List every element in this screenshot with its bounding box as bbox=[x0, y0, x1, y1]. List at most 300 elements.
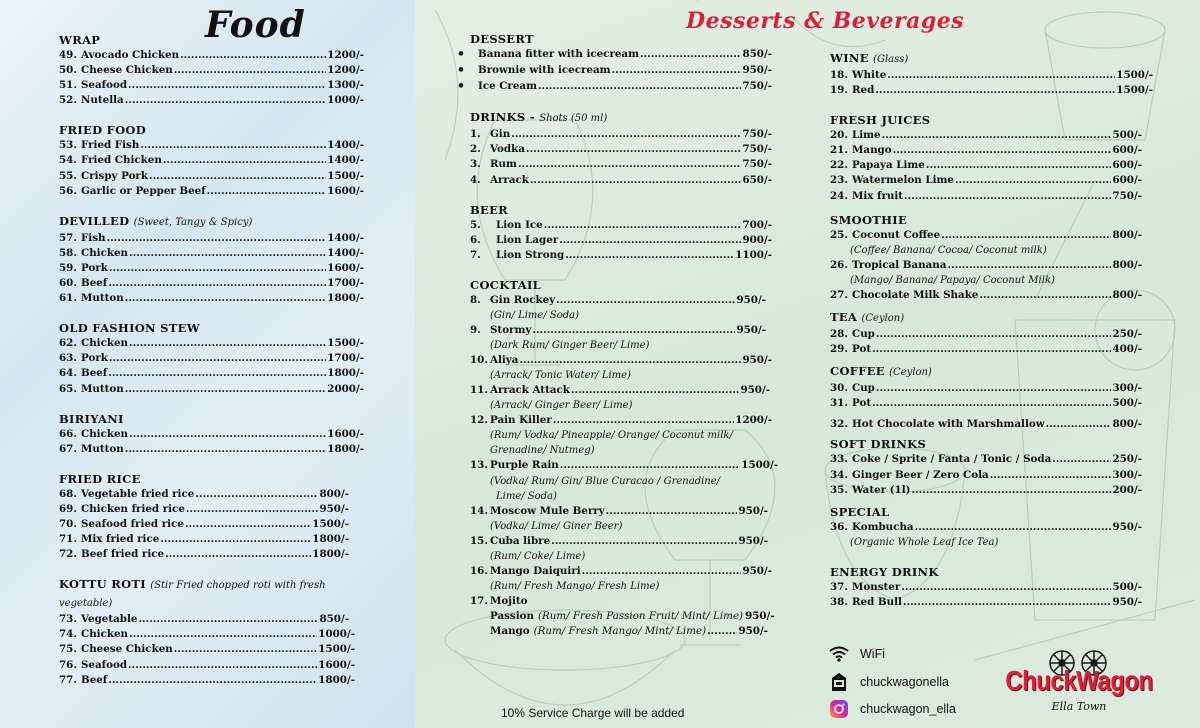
item-price: 950/- bbox=[745, 609, 775, 622]
item-number: 77. bbox=[59, 673, 77, 686]
item-price: 1500/- bbox=[1116, 84, 1153, 97]
item-price: 1700/- bbox=[327, 352, 364, 365]
item-number: 72. bbox=[59, 548, 77, 561]
item-number: 30. bbox=[830, 382, 848, 395]
item-price: 300/- bbox=[1112, 468, 1142, 481]
dot-leader bbox=[612, 63, 742, 78]
item-price: 2000/- bbox=[327, 382, 364, 395]
menu-item bbox=[59, 231, 364, 246]
item-number: 14. bbox=[470, 504, 488, 517]
item-name: Gin bbox=[490, 128, 511, 141]
item-name: Lime bbox=[852, 129, 881, 142]
item-price: 850/- bbox=[742, 48, 772, 60]
dot-leader bbox=[887, 68, 1115, 83]
item-number: 18. bbox=[830, 69, 848, 81]
menu-item bbox=[59, 547, 349, 562]
item-price: 1400/- bbox=[327, 246, 364, 259]
item-name: Seafood bbox=[81, 79, 128, 92]
item-price: 1800/- bbox=[327, 442, 364, 455]
item-price: 500/- bbox=[1112, 397, 1142, 410]
item-name: Mango bbox=[852, 144, 892, 157]
menu-item bbox=[830, 468, 1142, 483]
logo-tagline: Ella Town bbox=[1051, 700, 1107, 713]
item-price: 850/- bbox=[319, 613, 349, 626]
item-number: 55. bbox=[59, 169, 77, 182]
item-number: 22. bbox=[830, 159, 848, 172]
dot-leader bbox=[129, 246, 326, 261]
section-title: WRAP bbox=[59, 33, 101, 47]
item-price: 1500/- bbox=[327, 337, 364, 350]
dot-leader bbox=[941, 228, 1111, 243]
section-title-text: COFFEE bbox=[830, 364, 885, 379]
dot-leader bbox=[195, 487, 318, 502]
item-ingredients: (Gin/ Lime/ Soda) bbox=[490, 310, 579, 322]
item-price: 1200/- bbox=[735, 414, 772, 427]
dot-leader bbox=[129, 336, 326, 351]
dot-leader bbox=[107, 231, 327, 246]
item-price: 600/- bbox=[1112, 159, 1142, 172]
dot-leader bbox=[128, 78, 326, 93]
item-ingredients: (Rum/ Fresh Mango/ Fresh Lime) bbox=[490, 580, 660, 592]
item-price: 1500/- bbox=[312, 517, 349, 530]
section-biriyani bbox=[59, 411, 364, 457]
dot-leader bbox=[901, 580, 1111, 595]
dot-leader bbox=[903, 595, 1112, 610]
menu-item bbox=[59, 184, 364, 199]
item-ingredients: (Mango/ Banana/ Papaya/ Coconut Milk) bbox=[850, 274, 1055, 286]
item-number: 56. bbox=[59, 184, 77, 197]
item-price: 800/- bbox=[319, 487, 349, 500]
item-price: 950/- bbox=[742, 354, 772, 367]
dot-leader bbox=[109, 351, 326, 366]
menu-item bbox=[59, 673, 355, 688]
dot-leader bbox=[707, 624, 737, 639]
logo-wordmark: ChuckWagon bbox=[1005, 665, 1153, 697]
item-price: 700/- bbox=[742, 218, 772, 231]
item-price: 250/- bbox=[1112, 327, 1142, 340]
item-number: 29. bbox=[830, 343, 848, 356]
item-name: Mutton bbox=[81, 292, 124, 305]
menu-item bbox=[59, 502, 349, 517]
section-title bbox=[830, 363, 1153, 381]
dot-leader bbox=[532, 323, 735, 338]
section-note: (Sweet, Tangy & Spicy) bbox=[133, 216, 253, 228]
item-price: 1800/- bbox=[327, 292, 364, 305]
booth-icon bbox=[828, 673, 850, 691]
menu-item bbox=[830, 143, 1142, 158]
dot-leader bbox=[1052, 452, 1111, 467]
item-name: Beef bbox=[81, 367, 108, 380]
wifi-icon bbox=[828, 645, 850, 663]
dot-leader bbox=[129, 627, 317, 642]
item-price: 400/- bbox=[1112, 343, 1142, 356]
item-name: Hot Chocolate with Marshmallow bbox=[852, 418, 1045, 431]
item-number: 35. bbox=[830, 483, 848, 496]
dot-leader bbox=[180, 48, 326, 63]
item-number: 62. bbox=[59, 337, 77, 350]
dot-leader bbox=[518, 157, 742, 172]
dot-leader bbox=[163, 153, 326, 168]
section-title: SPECIAL bbox=[830, 504, 890, 519]
menu-item bbox=[830, 68, 1153, 83]
item-price: 950/- bbox=[319, 502, 349, 515]
section-kottu-roti bbox=[59, 576, 364, 687]
section-title: BEER bbox=[470, 202, 509, 217]
menu-item bbox=[59, 78, 364, 93]
item-name: Nutella bbox=[81, 94, 124, 107]
item-name: Seafood bbox=[81, 658, 128, 671]
item-name: Beef bbox=[81, 673, 108, 686]
section-fried-rice bbox=[59, 471, 364, 562]
dot-leader bbox=[138, 612, 318, 627]
item-price: 1000/- bbox=[327, 94, 364, 107]
menu-item bbox=[470, 233, 772, 248]
item-price: 750/- bbox=[742, 80, 772, 93]
item-price: 950/- bbox=[740, 384, 770, 397]
menu-item bbox=[830, 580, 1142, 595]
item-number: 70. bbox=[59, 517, 77, 530]
item-ingredients: Grenadine/ Nutmeg) bbox=[490, 445, 595, 457]
item-price: 1800/- bbox=[312, 533, 349, 546]
item-name: Chicken bbox=[81, 337, 129, 350]
menu-item bbox=[470, 142, 772, 157]
item-number: 36. bbox=[830, 520, 848, 533]
section-note: (Stir Fried chopped roti with fresh vegetable) bbox=[59, 580, 326, 610]
item-name: Chicken bbox=[81, 427, 129, 440]
item-price: 750/- bbox=[742, 158, 772, 171]
item-number: 5. bbox=[470, 218, 481, 231]
section-title: BIRIYANI bbox=[59, 411, 124, 426]
item-name: Fried Chicken bbox=[81, 154, 162, 167]
item-name: Lion Ice bbox=[496, 218, 543, 231]
item-name: Arrack bbox=[490, 173, 529, 186]
menu-item bbox=[59, 48, 364, 63]
menu-item bbox=[59, 336, 364, 351]
variant-ingredients: (Rum/ Fresh Mango/ Mint/ Lime) bbox=[533, 624, 707, 637]
food-column bbox=[59, 32, 364, 702]
menu-item bbox=[59, 153, 364, 168]
section-smoothie bbox=[830, 212, 1153, 303]
dot-leader bbox=[186, 502, 319, 517]
dot-leader bbox=[926, 158, 1112, 173]
instagram-icon bbox=[828, 700, 850, 718]
section-beer bbox=[470, 202, 772, 263]
menu-item bbox=[450, 47, 772, 63]
variant-name: Mango bbox=[490, 624, 530, 637]
section-note: (Ceylon) bbox=[861, 312, 905, 324]
menu-item bbox=[470, 504, 768, 519]
item-number: 26. bbox=[830, 258, 848, 271]
item-number: 10. bbox=[470, 354, 488, 367]
item-price: 1400/- bbox=[327, 231, 364, 244]
dot-leader bbox=[149, 169, 326, 184]
dot-leader bbox=[125, 442, 327, 457]
item-number: 1. bbox=[470, 128, 481, 141]
section-title: SOFT DRINKS bbox=[830, 437, 927, 452]
dot-leader bbox=[108, 673, 317, 688]
item-name: Crispy Pork bbox=[81, 169, 148, 182]
item-price: 800/- bbox=[1112, 418, 1142, 431]
item-price: 600/- bbox=[1112, 174, 1142, 187]
menu-item-mojito bbox=[470, 594, 772, 609]
menu-item bbox=[830, 128, 1142, 143]
desserts-beverages-title: Desserts & Beverages bbox=[686, 8, 965, 34]
menu-item bbox=[470, 353, 772, 368]
dot-leader bbox=[955, 173, 1112, 188]
item-number: 60. bbox=[59, 277, 77, 290]
menu-item bbox=[59, 442, 364, 457]
item-price: 250/- bbox=[1112, 453, 1142, 466]
item-number: 31. bbox=[830, 397, 848, 410]
item-name: Ginger Beer / Zero Cola bbox=[852, 468, 989, 481]
dot-leader bbox=[882, 128, 1112, 143]
venue-info bbox=[828, 673, 949, 691]
item-name: Gin Rockey bbox=[490, 293, 556, 306]
item-name: Kombucha bbox=[852, 520, 914, 533]
menu-item bbox=[830, 396, 1142, 411]
item-number: 76. bbox=[59, 658, 77, 671]
item-price: 1100/- bbox=[735, 248, 772, 261]
item-price: 1800/- bbox=[318, 673, 355, 686]
section-title: SMOOTHIE bbox=[830, 212, 908, 227]
chuckwagon-logo bbox=[1004, 648, 1154, 718]
variant-ingredients: (Rum/ Fresh Passion Fruit/ Mint/ Lime) bbox=[538, 609, 744, 622]
dot-leader bbox=[893, 143, 1112, 158]
item-number: 64. bbox=[59, 367, 77, 380]
item-name: Aliya bbox=[490, 354, 519, 367]
dot-leader bbox=[872, 342, 1111, 357]
item-number: 11. bbox=[470, 384, 488, 397]
item-ingredients: (Vodka/ Lime/ Giner Beer) bbox=[490, 520, 623, 532]
item-name: Mutton bbox=[81, 382, 124, 395]
item-name: Seafood fried rice bbox=[81, 517, 184, 530]
menu-item bbox=[59, 487, 349, 502]
item-ingredients: (Arrack/ Ginger Beer/ Lime) bbox=[490, 400, 633, 412]
dot-leader bbox=[990, 468, 1112, 483]
item-number: 34. bbox=[830, 468, 848, 481]
dot-leader bbox=[185, 517, 311, 532]
item-price: 500/- bbox=[1112, 580, 1142, 593]
dot-leader bbox=[553, 413, 735, 428]
menu-item bbox=[470, 564, 772, 579]
menu-item bbox=[59, 63, 364, 78]
dot-leader bbox=[125, 382, 327, 397]
dot-leader bbox=[582, 564, 742, 579]
item-name: Cheese Chicken bbox=[81, 64, 173, 77]
item-price: 1800/- bbox=[312, 548, 349, 561]
menu-item bbox=[59, 93, 364, 108]
section-special bbox=[830, 504, 1153, 550]
food-title: Food bbox=[205, 4, 306, 46]
item-number: 51. bbox=[59, 79, 77, 92]
dot-leader bbox=[160, 532, 311, 547]
dot-leader bbox=[911, 483, 1111, 498]
item-number: 28. bbox=[830, 327, 848, 340]
item-price: 950/- bbox=[736, 293, 766, 306]
menu-item bbox=[470, 173, 772, 188]
menu-item bbox=[470, 157, 772, 172]
item-number: 59. bbox=[59, 261, 77, 274]
item-number: 25. bbox=[830, 228, 848, 241]
item-price: 200/- bbox=[1112, 483, 1142, 496]
menu-item bbox=[470, 323, 766, 338]
menu-item bbox=[470, 458, 778, 473]
dot-leader bbox=[174, 63, 327, 78]
item-price: 950/- bbox=[1112, 595, 1142, 608]
item-name: Coke / Sprite / Fanta / Tonic / Soda bbox=[852, 453, 1052, 466]
item-number: 17. bbox=[470, 594, 488, 607]
item-number: 65. bbox=[59, 382, 77, 395]
section-title bbox=[59, 213, 364, 231]
section-title bbox=[830, 50, 1153, 68]
dot-leader bbox=[125, 93, 327, 108]
item-number: 19. bbox=[830, 84, 848, 97]
item-ingredients: (Rum/ Coke/ Lime) bbox=[490, 550, 586, 562]
item-price: 950/- bbox=[742, 64, 772, 77]
section-coffee bbox=[830, 363, 1153, 411]
menu-item bbox=[830, 189, 1142, 204]
dot-leader bbox=[559, 233, 741, 248]
item-ingredients: (Arrack/ Tonic Water/ Lime) bbox=[490, 370, 631, 382]
menu-item bbox=[470, 127, 772, 142]
section-drinks bbox=[470, 109, 772, 187]
item-price: 750/- bbox=[1112, 189, 1142, 202]
item-number: 68. bbox=[59, 487, 77, 500]
item-name: Pot bbox=[852, 343, 872, 356]
dot-leader bbox=[544, 218, 742, 233]
menu-item bbox=[59, 366, 364, 381]
item-name: Monster bbox=[852, 580, 901, 593]
item-price: 800/- bbox=[1112, 288, 1142, 301]
item-name: Rum bbox=[490, 158, 517, 171]
dot-leader bbox=[108, 366, 326, 381]
item-number: 16. bbox=[470, 564, 488, 577]
item-price: 950/- bbox=[742, 564, 772, 577]
item-price: 1600/- bbox=[318, 658, 355, 671]
dot-leader bbox=[606, 504, 738, 519]
item-name: Mango Daiquiri bbox=[490, 564, 581, 577]
item-number: 2. bbox=[470, 143, 481, 156]
dot-leader bbox=[979, 288, 1111, 303]
dot-leader bbox=[511, 127, 741, 142]
dot-leader bbox=[876, 327, 1112, 342]
item-name: Chicken bbox=[81, 628, 129, 641]
menu-item bbox=[830, 288, 1142, 303]
menu-item bbox=[59, 517, 349, 532]
menu-item-variant bbox=[470, 609, 775, 624]
item-name: Chocolate Milk Shake bbox=[852, 288, 979, 301]
item-number: 57. bbox=[59, 231, 77, 244]
section-title: OLD FASHION STEW bbox=[59, 321, 200, 336]
item-price: 1700/- bbox=[327, 277, 364, 290]
item-number: 3. bbox=[470, 158, 481, 171]
item-price: 1600/- bbox=[327, 184, 364, 197]
item-price: 1600/- bbox=[327, 427, 364, 440]
menu-item bbox=[470, 293, 766, 308]
item-name: Brownie with icecream bbox=[478, 64, 611, 77]
section-wrap bbox=[59, 32, 364, 108]
item-price: 650/- bbox=[742, 173, 772, 186]
item-price: 950/- bbox=[738, 534, 768, 547]
item-number: 6. bbox=[470, 233, 481, 246]
item-number: 74. bbox=[59, 628, 77, 641]
item-number: 75. bbox=[59, 643, 77, 656]
item-number: 4. bbox=[470, 173, 481, 186]
instagram-info bbox=[828, 700, 956, 718]
menu-item bbox=[830, 228, 1142, 243]
section-energy-drink bbox=[830, 564, 1153, 610]
dot-leader bbox=[165, 547, 311, 562]
item-price: 1800/- bbox=[327, 367, 364, 380]
section-soft-drinks bbox=[830, 436, 1153, 497]
dot-leader bbox=[872, 396, 1111, 411]
item-number: 7. bbox=[470, 248, 481, 261]
dot-leader bbox=[526, 142, 742, 157]
bullet-icon bbox=[450, 79, 470, 95]
item-name: Fish bbox=[81, 231, 106, 244]
menu-item bbox=[830, 173, 1142, 188]
item-number: 53. bbox=[59, 139, 77, 152]
item-price: 900/- bbox=[742, 233, 772, 246]
menu-item bbox=[59, 427, 364, 442]
section-fried-food bbox=[59, 122, 364, 198]
item-price: 1000/- bbox=[318, 628, 355, 641]
item-price: 1300/- bbox=[327, 79, 364, 92]
bullet-icon bbox=[450, 63, 470, 79]
item-number: 61. bbox=[59, 292, 77, 305]
menu-item bbox=[59, 276, 364, 291]
item-ingredients: Lime/ Soda) bbox=[496, 490, 557, 502]
section-cocktail bbox=[470, 277, 778, 639]
item-number: 54. bbox=[59, 154, 77, 167]
menu-item bbox=[59, 261, 364, 276]
item-ingredients: (Coffee/ Banana/ Cocoa/ Coconut milk) bbox=[850, 244, 1047, 256]
section-title: COCKTAIL bbox=[470, 277, 542, 292]
section-hot-chocolate bbox=[830, 417, 1153, 432]
dot-leader bbox=[109, 261, 326, 276]
item-number: 69. bbox=[59, 502, 77, 515]
section-fresh-juices bbox=[830, 112, 1153, 203]
dot-leader bbox=[129, 427, 326, 442]
item-price: 800/- bbox=[1112, 228, 1142, 241]
section-note: Shots (50 ml) bbox=[539, 113, 608, 125]
menu-item bbox=[59, 169, 364, 184]
item-number: 37. bbox=[830, 580, 848, 593]
item-name: Vegetable bbox=[81, 613, 138, 626]
item-name: Cup bbox=[852, 382, 875, 395]
item-number: 12. bbox=[470, 414, 488, 427]
item-name: Vodka bbox=[490, 143, 525, 156]
dot-leader bbox=[556, 293, 735, 308]
item-price: 1200/- bbox=[327, 64, 364, 77]
item-name: Stormy bbox=[490, 324, 532, 337]
dot-leader bbox=[174, 642, 318, 657]
item-name: Mutton bbox=[81, 442, 124, 455]
item-number: 9. bbox=[470, 324, 481, 337]
item-price: 1400/- bbox=[327, 139, 364, 152]
item-price: 1500/- bbox=[1116, 69, 1153, 81]
item-name: Cuba libre bbox=[490, 534, 551, 547]
menu-item bbox=[59, 627, 355, 642]
item-price: 1500/- bbox=[741, 459, 778, 472]
wifi-info bbox=[828, 645, 885, 663]
menu-item bbox=[59, 382, 364, 397]
section-note: (Ceylon) bbox=[889, 367, 932, 379]
item-number: 21. bbox=[830, 144, 848, 157]
menu-item bbox=[830, 327, 1142, 342]
menu-item bbox=[59, 658, 355, 673]
menu-item bbox=[59, 291, 364, 306]
